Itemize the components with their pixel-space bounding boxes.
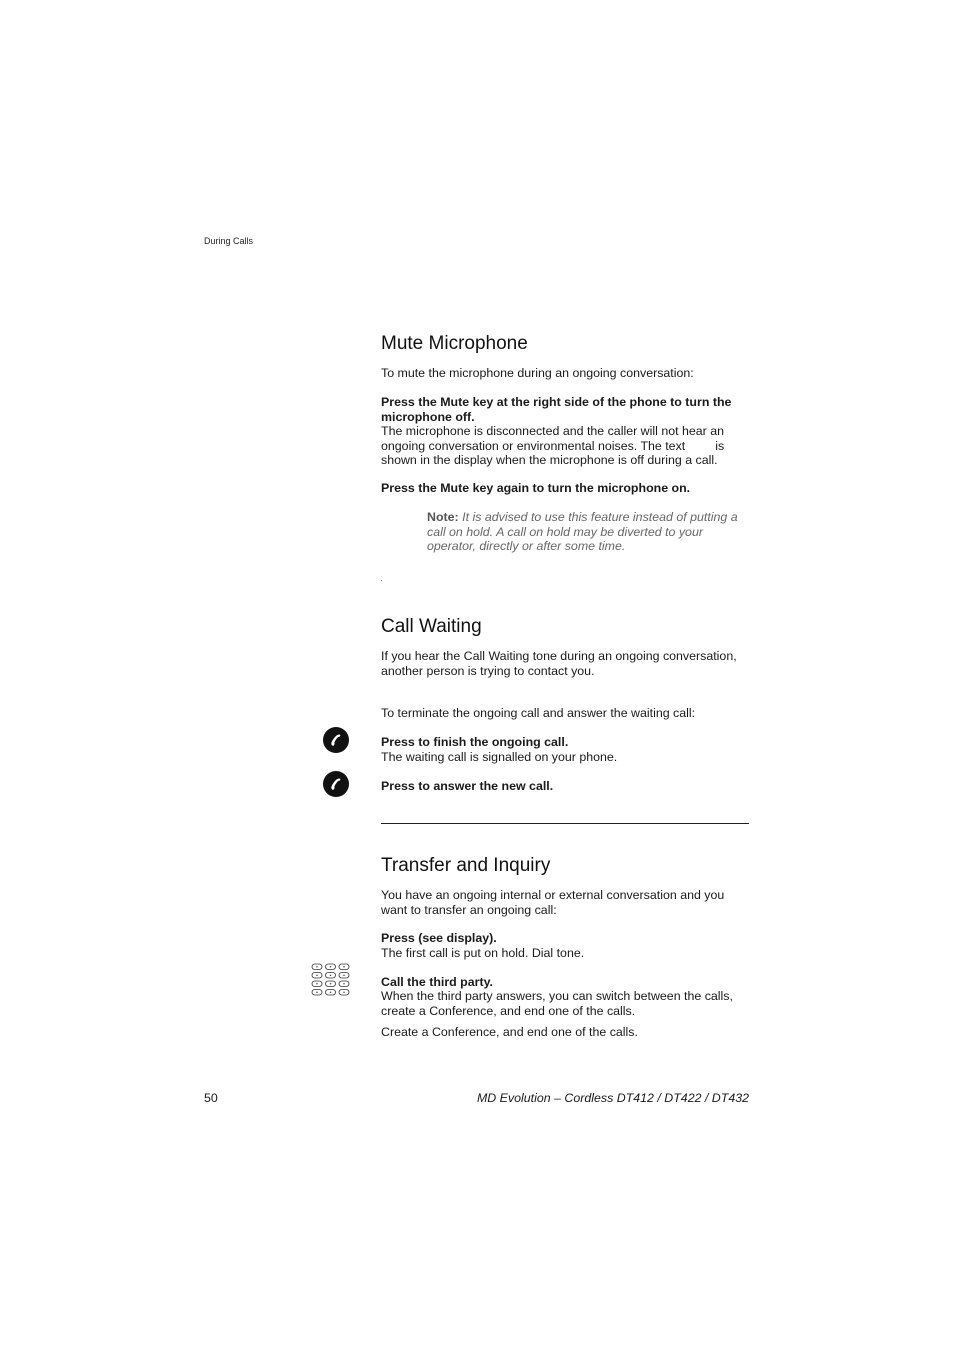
mute-step1-desc — [381, 424, 751, 468]
mute-note — [427, 510, 752, 554]
mute-step2: Press the Mute key again to turn the microphone on. — [381, 481, 691, 495]
call-waiting-step1: Press to finish the ongoing call. — [381, 735, 569, 749]
section-heading-transfer: Transfer and Inquiry — [381, 855, 551, 876]
section-heading-call-waiting: Call Waiting — [381, 616, 482, 637]
phone-handset-icon — [323, 727, 349, 753]
transfer-step2-desc: When the third party answers, you can switch between the calls, create a Conference, and end one of the calls. — [381, 989, 733, 1018]
transfer-step1: Press (see display). — [381, 931, 497, 945]
transfer-step1-desc: The first call is put on hold. Dial tone. — [381, 946, 585, 960]
note-text: It is advised to use this feature instead of putting a call on hold. A call on hold may be diverted to your operator, directly or after some time. — [427, 510, 738, 554]
stray-dot — [381, 580, 382, 581]
call-waiting-intro: If you hear the Call Waiting tone during an ongoing conversation, another person is trying to contact you. — [381, 649, 737, 678]
note-label: Note: — [427, 510, 459, 524]
call-waiting-step1-desc: The waiting call is signalled on your phone. — [381, 750, 618, 764]
mute-intro: To mute the microphone during an ongoing conversation: — [381, 366, 694, 380]
mute-step1-desc-line2: ongoing conversation or environmental noises. The text is — [381, 438, 725, 453]
section-divider — [381, 823, 749, 824]
transfer-step2: Call the third party. — [381, 975, 493, 989]
phone-handset-icon — [323, 771, 349, 797]
footer-title: MD Evolution – Cordless DT412 / DT422 / DT432 — [476, 1091, 749, 1105]
transfer-closing: Create a Conference, and end one of the calls. — [381, 1025, 638, 1039]
running-head: During Calls — [204, 236, 254, 246]
call-waiting-instruction: To terminate the ongoing call and answer the waiting call: — [381, 706, 696, 720]
mute-step1-desc-line1: The microphone is disconnected and the caller will not hear an — [381, 424, 725, 438]
call-waiting-step2: Press to answer the new call. — [381, 779, 554, 793]
mute-step1: Press the Mute key at the right side of the phone to turn the microphone off. — [381, 395, 732, 424]
page-number: 50 — [204, 1091, 218, 1105]
keypad-icon — [311, 963, 351, 1004]
mute-step1-desc-line3: shown in the display when the microphone is off during a call. — [381, 453, 718, 468]
section-heading-mute: Mute Microphone — [381, 333, 528, 354]
transfer-intro: You have an ongoing internal or external conversation and you want to transfer an ongoing call: — [381, 888, 725, 917]
